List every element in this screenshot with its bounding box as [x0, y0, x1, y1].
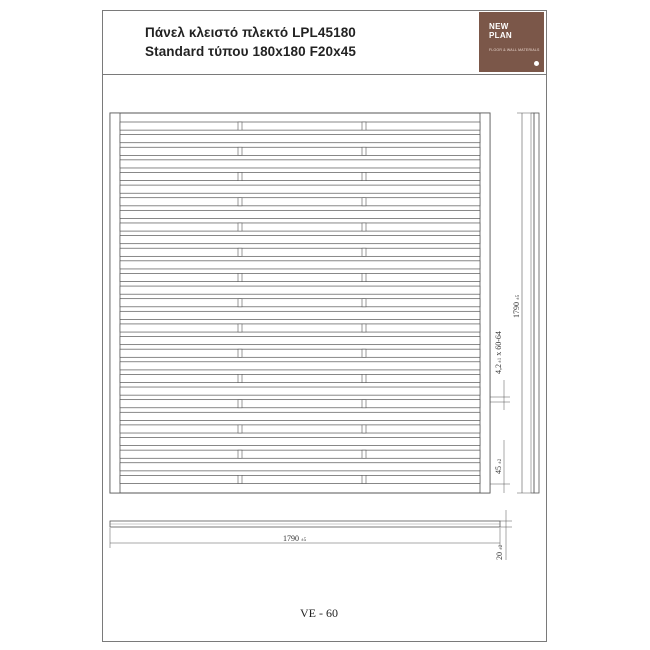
slat-weave-joint: [238, 324, 242, 332]
title-spec: Standard τύπου 180x180 F20x45: [145, 44, 356, 59]
panel-slat: [120, 412, 480, 420]
panel-slat: [120, 463, 480, 471]
slat-weave-joint: [238, 248, 242, 256]
panel-slat: [120, 185, 480, 193]
slat-weave-joint: [362, 425, 366, 433]
slat-weave-joint: [362, 450, 366, 458]
panel-slat: [120, 425, 480, 433]
slat-weave-joint: [238, 450, 242, 458]
height-dimension-label: 1790±5: [512, 294, 521, 318]
logo-text-plan: PLAN: [489, 31, 512, 40]
slat-weave-joint: [362, 147, 366, 155]
slat-weave-joint: [362, 172, 366, 180]
panel-slat: [120, 324, 480, 332]
slat-weave-joint: [238, 400, 242, 408]
slat-weave-joint: [362, 299, 366, 307]
slat-weave-joint: [238, 475, 242, 483]
slat-weave-joint: [362, 349, 366, 357]
panel-slat: [120, 349, 480, 357]
slat-weave-joint: [238, 349, 242, 357]
panel-slats: [120, 122, 480, 484]
slat-weave-joint: [362, 198, 366, 206]
frame-dimension-label: 45±2: [494, 458, 503, 474]
slat-weave-joint: [362, 475, 366, 483]
panel-slat: [120, 362, 480, 370]
panel-slat: [120, 210, 480, 218]
slat-weave-joint: [362, 122, 366, 130]
panel-slat: [120, 374, 480, 382]
panel-slat: [120, 286, 480, 294]
panel-slat: [120, 248, 480, 256]
panel-slat: [120, 475, 480, 483]
slat-weave-joint: [362, 400, 366, 408]
slat-weave-joint: [238, 198, 242, 206]
slat-weave-joint: [362, 324, 366, 332]
logo-text-new: NEW: [489, 22, 509, 31]
panel-slat: [120, 172, 480, 180]
slat-dimension-label: 4,2±1x 60-64: [494, 331, 503, 374]
slat-weave-joint: [238, 223, 242, 231]
panel-slat: [120, 387, 480, 395]
slat-weave-joint: [362, 374, 366, 382]
thickness-dimension-label: 20±2: [495, 544, 504, 560]
width-dimension-label: 1790 ±5: [283, 534, 307, 543]
panel-slat: [120, 400, 480, 408]
slat-weave-joint: [238, 425, 242, 433]
slat-weave-joint: [362, 273, 366, 281]
logo-tagline: FLOOR & WALL MATERIALS: [489, 48, 540, 52]
panel-slat: [120, 236, 480, 244]
panel-slat: [120, 147, 480, 155]
slat-weave-joint: [238, 122, 242, 130]
slat-weave-joint: [238, 299, 242, 307]
side-view-edge: [531, 113, 534, 493]
slat-weave-joint: [238, 374, 242, 382]
panel-slat: [120, 135, 480, 143]
panel-slat: [120, 160, 480, 168]
title-greek: Πάνελ κλειστό πλεκτό LPL45180: [145, 25, 356, 40]
panel-slat: [120, 450, 480, 458]
slat-weave-joint: [238, 172, 242, 180]
panel-slat: [120, 122, 480, 130]
drawing-code: VE - 60: [300, 606, 338, 620]
panel-slat: [120, 438, 480, 446]
slat-weave-joint: [362, 248, 366, 256]
slat-weave-joint: [238, 147, 242, 155]
panel-slat: [120, 273, 480, 281]
panel-slat: [120, 223, 480, 231]
panel-slat: [120, 299, 480, 307]
slat-weave-joint: [362, 223, 366, 231]
side-view-profile: [534, 113, 539, 493]
panel-slat: [120, 261, 480, 269]
panel-slat: [120, 198, 480, 206]
panel-left-post: [110, 113, 120, 493]
panel-right-post: [480, 113, 490, 493]
panel-slat: [120, 311, 480, 319]
slat-weave-joint: [238, 273, 242, 281]
panel-slat: [120, 337, 480, 345]
